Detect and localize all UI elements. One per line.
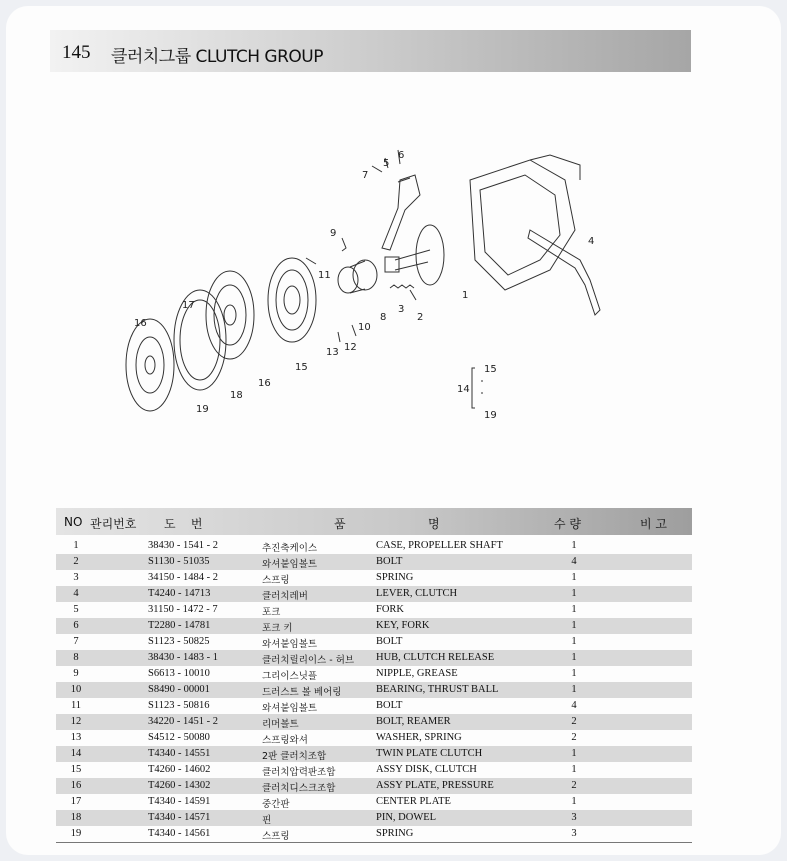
header-remark: 비 고 xyxy=(640,517,667,531)
row-no: 14 xyxy=(70,748,82,759)
table-row xyxy=(56,826,692,843)
callout-9: 9 xyxy=(330,228,337,239)
row-korean-name: 클러치디스크조합 xyxy=(262,783,336,794)
row-english-name: TWIN PLATE CLUTCH xyxy=(376,748,483,759)
table-header xyxy=(56,508,692,535)
row-part-number: 34150 - 1484 - 2 xyxy=(148,572,218,583)
callout-15-bracket: 15 xyxy=(484,364,497,375)
exploded-diagram xyxy=(110,140,630,440)
row-qty: 4 xyxy=(571,700,577,711)
table-row xyxy=(56,554,692,570)
callout-2: 2 xyxy=(417,312,424,323)
row-part-number: T4340 - 14561 xyxy=(148,828,211,839)
row-korean-name: 클러치레버 xyxy=(262,591,308,602)
row-part-number: T4260 - 14302 xyxy=(148,780,211,791)
row-english-name: CENTER PLATE xyxy=(376,796,451,807)
row-qty: 1 xyxy=(571,684,577,695)
row-part-number: S4512 - 50080 xyxy=(148,732,210,743)
row-part-number: S8490 - 00001 xyxy=(148,684,210,695)
table-row xyxy=(56,810,692,826)
row-english-name: WASHER, SPRING xyxy=(376,732,462,743)
row-korean-name: 리머볼트 xyxy=(262,719,299,730)
page-title: 클러치그룹 CLUTCH GROUP xyxy=(111,47,323,67)
row-part-number: 34220 - 1451 - 2 xyxy=(148,716,218,727)
callout-19: 19 xyxy=(196,404,209,415)
table-row xyxy=(56,730,692,746)
header-ref: 관리번호 xyxy=(90,517,137,531)
row-korean-name: 스프링 xyxy=(262,831,290,842)
table-row xyxy=(56,682,692,698)
row-part-number: T4240 - 14713 xyxy=(148,588,211,599)
row-part-number: T4340 - 14551 xyxy=(148,748,211,759)
row-korean-name: 포크 xyxy=(262,607,281,618)
row-no: 12 xyxy=(70,716,82,727)
row-qty: 2 xyxy=(571,732,577,743)
row-no: 4 xyxy=(73,588,79,599)
row-english-name: FORK xyxy=(376,604,405,615)
row-qty: 1 xyxy=(571,636,577,647)
row-no: 18 xyxy=(70,812,82,823)
row-qty: 3 xyxy=(571,828,577,839)
row-no: 9 xyxy=(73,668,79,679)
row-english-name: BOLT, REAMER xyxy=(376,716,451,727)
row-part-number: S1123 - 50816 xyxy=(148,700,210,711)
callout-15: 15 xyxy=(295,362,308,373)
callout-8: 8 xyxy=(380,312,387,323)
table-row xyxy=(56,666,692,682)
table-row xyxy=(56,762,692,778)
callout-16-left: 16 xyxy=(134,318,147,329)
row-no: 7 xyxy=(73,636,79,647)
table-row xyxy=(56,634,692,650)
row-qty: 1 xyxy=(571,748,577,759)
row-part-number: 38430 - 1483 - 1 xyxy=(148,652,218,663)
row-qty: 2 xyxy=(571,780,577,791)
row-korean-name: 클러치릴리이스 - 허브 xyxy=(262,655,355,666)
callout-4: 4 xyxy=(588,236,595,247)
callout-1: 1 xyxy=(462,290,469,301)
header-no: NO xyxy=(64,515,83,529)
row-english-name: PIN, DOWEL xyxy=(376,812,437,823)
row-no: 16 xyxy=(70,780,82,791)
row-no: 8 xyxy=(73,652,79,663)
row-part-number: S6613 - 10010 xyxy=(148,668,210,679)
row-part-number: S1130 - 51035 xyxy=(148,556,210,567)
row-part-number: T2280 - 14781 xyxy=(148,620,211,631)
row-english-name: CASE, PROPELLER SHAFT xyxy=(376,540,503,551)
header-qty: 수 량 xyxy=(554,517,581,531)
row-korean-name: 스프링 xyxy=(262,575,290,586)
row-qty: 1 xyxy=(571,540,577,551)
row-part-number: T4260 - 14602 xyxy=(148,764,211,775)
row-english-name: BOLT xyxy=(376,700,403,711)
table-row xyxy=(56,746,692,762)
row-korean-name: 스프링와셔 xyxy=(262,735,308,746)
header-name-left: 품 xyxy=(334,517,346,531)
callout-7: 7 xyxy=(362,170,369,181)
row-no: 15 xyxy=(70,764,82,775)
row-korean-name: 2판 클러치조합 xyxy=(262,751,327,762)
row-english-name: ASSY DISK, CLUTCH xyxy=(376,764,477,775)
row-english-name: BEARING, THRUST BALL xyxy=(376,684,499,695)
table-row xyxy=(56,618,692,634)
callout-3: 3 xyxy=(398,304,405,315)
parts-table xyxy=(56,538,692,843)
row-english-name: HUB, CLUTCH RELEASE xyxy=(376,652,495,663)
row-part-number: T4340 - 14571 xyxy=(148,812,211,823)
callout-13: 13 xyxy=(326,347,339,358)
table-row xyxy=(56,586,692,602)
callout-17: 17 xyxy=(182,300,195,311)
callout-12: 12 xyxy=(344,342,357,353)
callout-11: 11 xyxy=(318,270,331,281)
table-row xyxy=(56,714,692,730)
table-row xyxy=(56,794,692,810)
row-english-name: ASSY PLATE, PRESSURE xyxy=(376,780,494,791)
row-no: 11 xyxy=(70,700,82,711)
row-qty: 1 xyxy=(571,668,577,679)
row-no: 1 xyxy=(73,540,79,551)
row-no: 13 xyxy=(70,732,82,743)
row-qty: 1 xyxy=(571,652,577,663)
row-english-name: SPRING xyxy=(376,572,414,583)
row-no: 5 xyxy=(73,604,79,615)
row-korean-name: 중간판 xyxy=(262,799,290,810)
table-row xyxy=(56,698,692,714)
row-korean-name: 와셔붙임볼트 xyxy=(262,559,318,570)
table-row xyxy=(56,570,692,586)
callout-5: 5 xyxy=(383,158,390,169)
row-korean-name: 와셔붙임볼트 xyxy=(262,703,318,714)
row-no: 19 xyxy=(70,828,82,839)
table-row xyxy=(56,538,692,554)
callout-6: 6 xyxy=(398,150,405,161)
row-korean-name: 추진축케이스 xyxy=(262,543,318,554)
row-qty: 4 xyxy=(571,556,577,567)
row-qty: 1 xyxy=(571,588,577,599)
row-english-name: SPRING xyxy=(376,828,414,839)
row-english-name: BOLT xyxy=(376,636,403,647)
row-qty: 1 xyxy=(571,796,577,807)
row-korean-name: 포크 키 xyxy=(262,623,293,634)
row-no: 17 xyxy=(70,796,82,807)
row-qty: 1 xyxy=(571,620,577,631)
callout-14: 14 xyxy=(457,384,470,395)
row-korean-name: 드러스트 볼 베어링 xyxy=(262,687,342,698)
row-qty: 1 xyxy=(571,604,577,615)
row-part-number: S1123 - 50825 xyxy=(148,636,210,647)
row-qty: 1 xyxy=(571,764,577,775)
header-name-right: 명 xyxy=(428,517,440,531)
row-korean-name: 클러치압력판조합 xyxy=(262,767,336,778)
callout-10: 10 xyxy=(358,322,371,333)
row-korean-name: 그리이스닛플 xyxy=(262,671,318,682)
row-part-number: 38430 - 1541 - 2 xyxy=(148,540,218,551)
table-row xyxy=(56,650,692,666)
row-qty: 3 xyxy=(571,812,577,823)
row-english-name: NIPPLE, GREASE xyxy=(376,668,458,679)
row-english-name: LEVER, CLUTCH xyxy=(376,588,458,599)
header-drawing: 도 번 xyxy=(164,517,203,531)
row-korean-name: 와셔붙임볼트 xyxy=(262,639,318,650)
table-row xyxy=(56,778,692,794)
callout-19-bracket: 19 xyxy=(484,410,497,421)
row-part-number: T4340 - 14591 xyxy=(148,796,211,807)
callout-18: 18 xyxy=(230,390,243,401)
row-part-number: 31150 - 1472 - 7 xyxy=(148,604,218,615)
row-korean-name: 핀 xyxy=(262,815,272,826)
row-english-name: BOLT xyxy=(376,556,403,567)
page-number: 145 xyxy=(62,42,91,63)
row-qty: 2 xyxy=(571,716,577,727)
row-no: 10 xyxy=(70,684,82,695)
table-row xyxy=(56,602,692,618)
row-no: 2 xyxy=(73,556,79,567)
row-qty: 1 xyxy=(571,572,577,583)
row-no: 6 xyxy=(73,620,79,631)
row-english-name: KEY, FORK xyxy=(376,620,430,631)
callout-16: 16 xyxy=(258,378,271,389)
row-no: 3 xyxy=(73,572,79,583)
